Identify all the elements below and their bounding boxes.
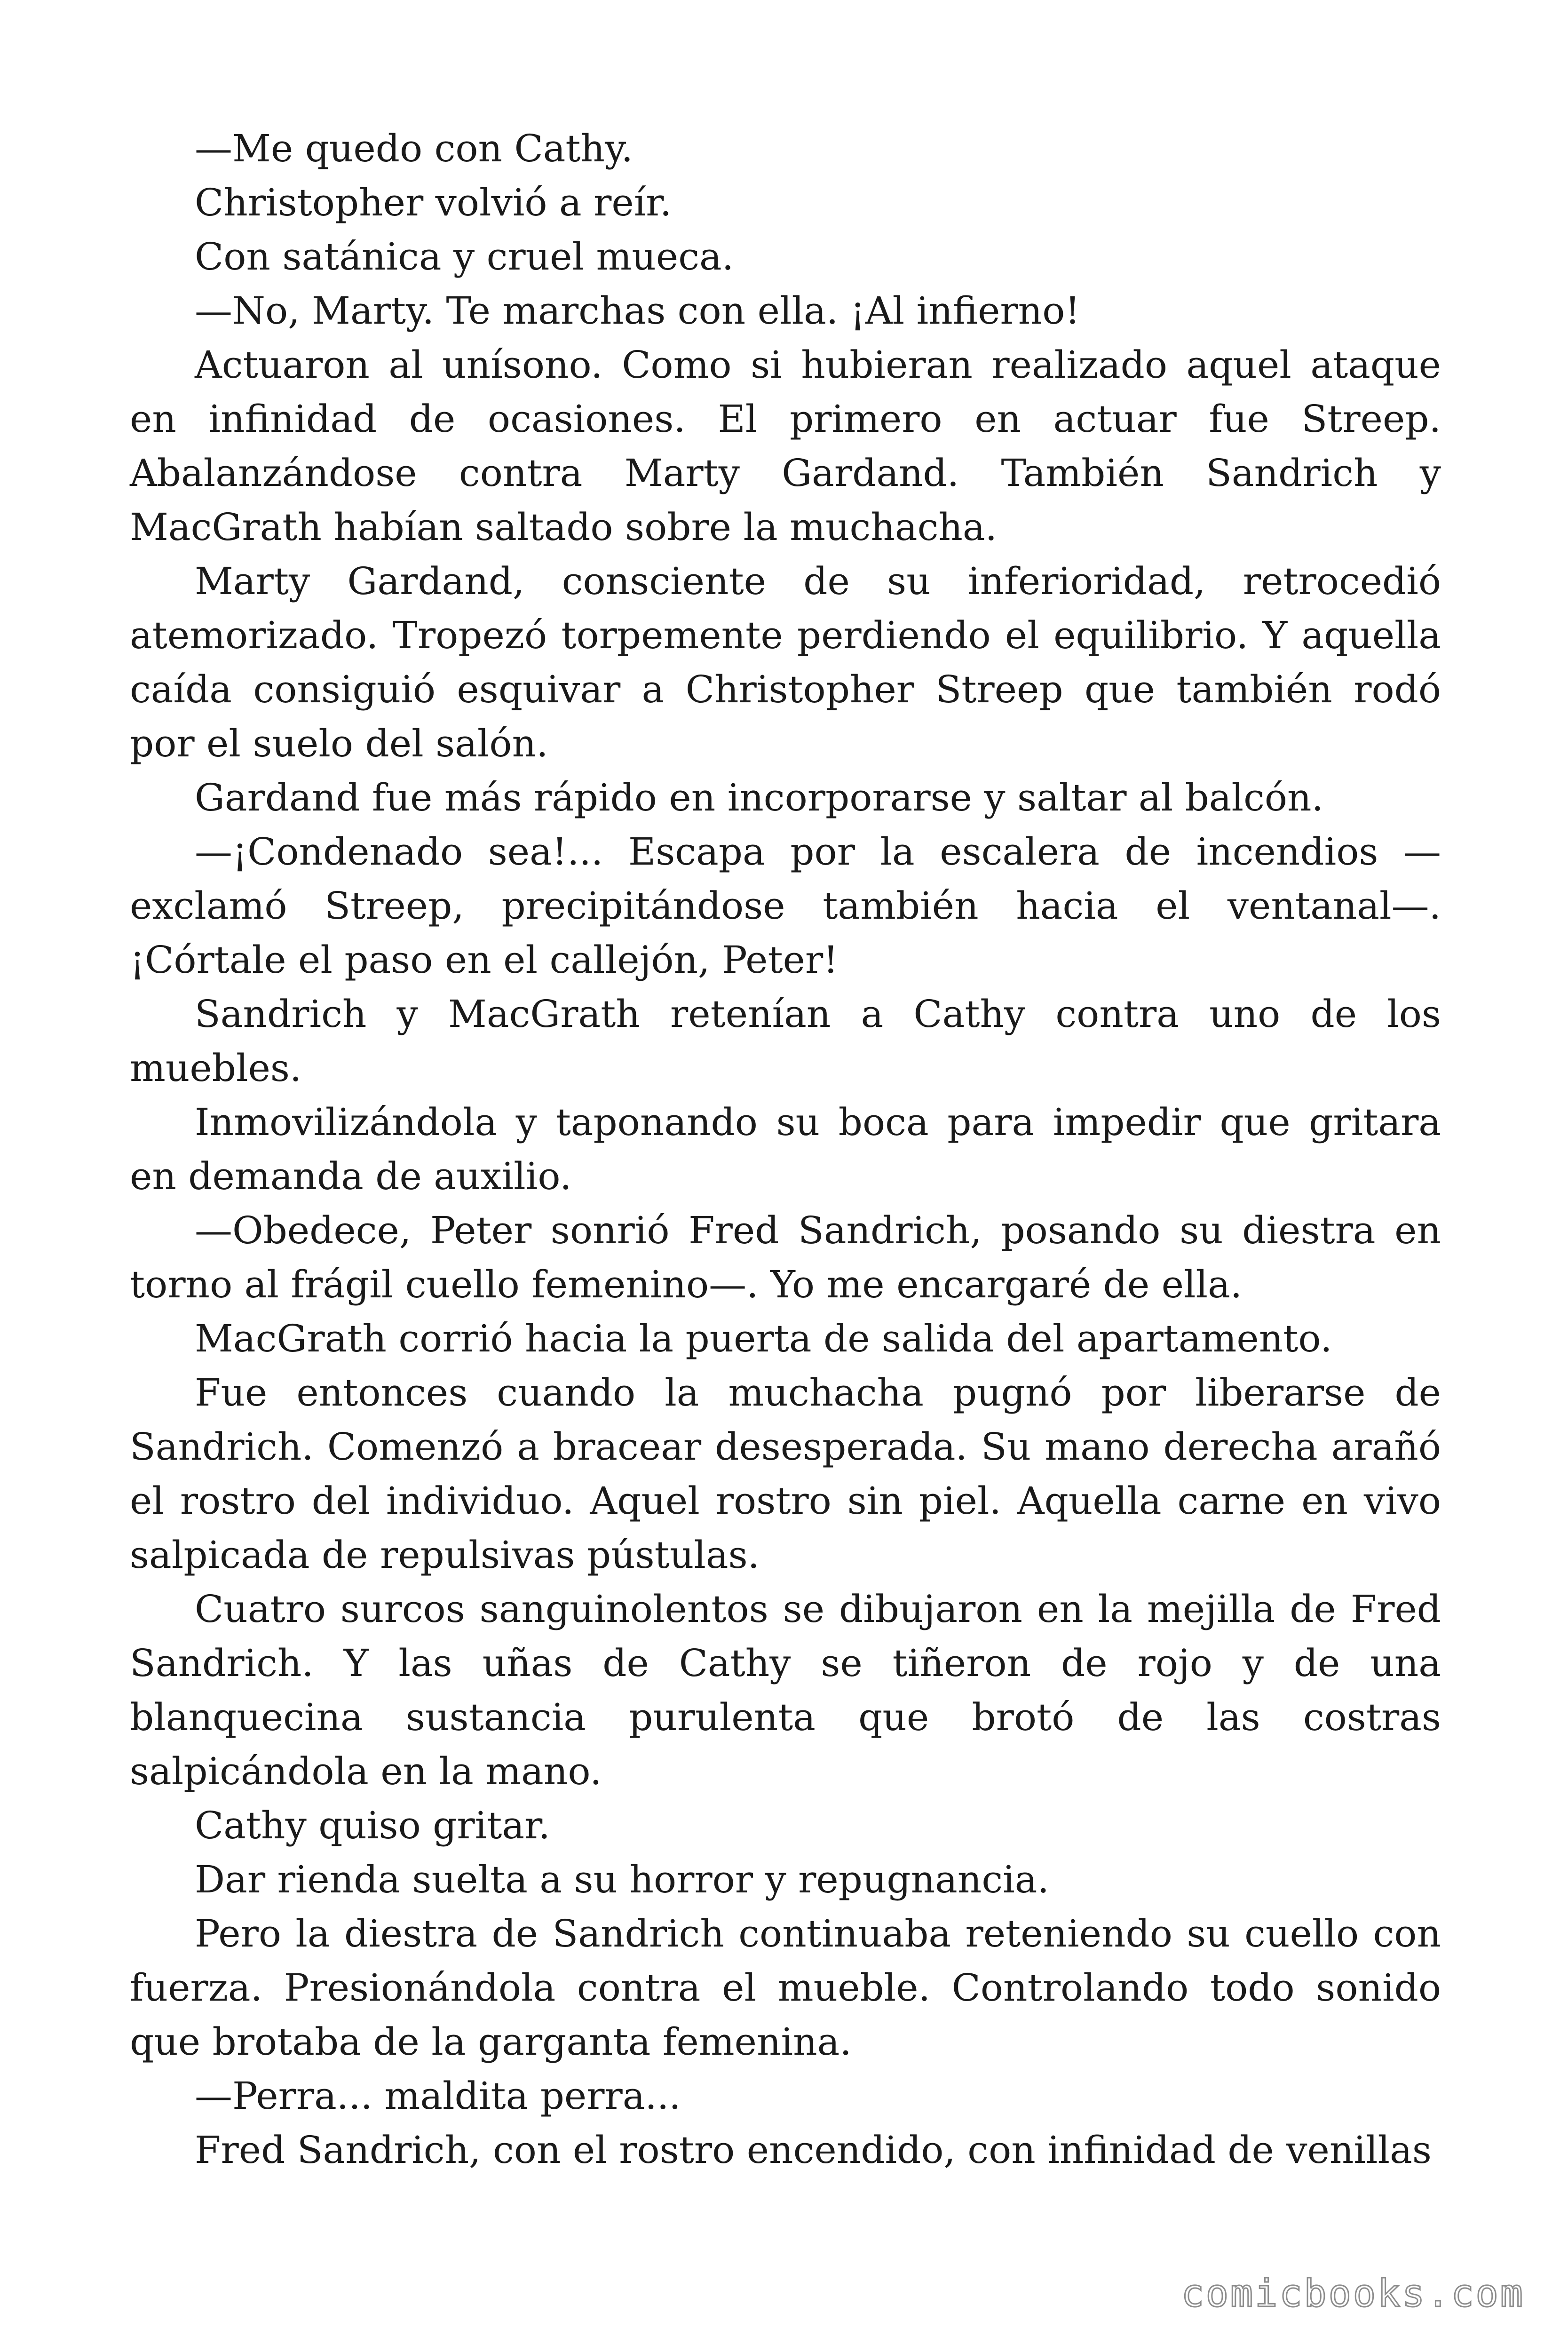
paragraph: —Me quedo con Cathy.: [195, 127, 634, 170]
paragraph: —Obedece, Peter sonrió Fred Sandrich, posando su diestra en torno al frágil cuello femenino—. Yo me encargaré de ella.: [130, 1208, 1441, 1306]
paragraph: MacGrath corrió hacia la puerta de salida del apartamento.: [195, 1317, 1332, 1360]
paragraph: Cuatro surcos sanguinolentos se dibujaron en la mejilla de Fred Sandrich. Y las uñas de Cathy se tiñeron de rojo y de una blanquecina sustancia purulenta que brotó de las costras salpicándola en la mano.: [130, 1587, 1441, 1793]
book-page: [130, 0, 1441, 2352]
paragraph: Marty Gardand, consciente de su inferioridad, retrocedió atemorizado. Tropezó torpemente perdiendo el equilibrio. Y aquella caída consiguió esquivar a Christopher Streep que también rodó por el suelo del salón.: [130, 559, 1441, 765]
paragraph: Fred Sandrich, con el rostro encendido, con infinidad de venillas: [195, 2128, 1432, 2172]
paragraph: Christopher volvió a reír.: [195, 181, 672, 224]
paragraph: —No, Marty. Te marchas con ella. ¡Al infierno!: [195, 289, 1080, 333]
paragraph: Con satánica y cruel mueca.: [195, 235, 734, 278]
paragraph: Fue entonces cuando la muchacha pugnó por liberarse de Sandrich. Comenzó a bracear desesperada. Su mano derecha arañó el rostro del individuo. Aquel rostro sin piel. Aquella carne en vivo salpicada de repulsivas pústulas.: [130, 1371, 1441, 1577]
paragraph: Actuaron al unísono. Como si hubieran realizado aquel ataque en infinidad de ocasiones. El primero en actuar fue Streep. Abalanzándose contra Marty Gardand. También Sandrich y MacGrath habían saltado sobre la muchacha.: [130, 343, 1441, 549]
paragraph: —Perra... maldita perra...: [195, 2074, 681, 2118]
paragraph: Dar rienda suelta a su horror y repugnancia.: [195, 1858, 1049, 1901]
paragraph: Gardand fue más rápido en incorporarse y saltar al balcón.: [195, 776, 1323, 819]
paragraph: Sandrich y MacGrath retenían a Cathy contra uno de los muebles.: [130, 992, 1441, 1090]
paragraph: Pero la diestra de Sandrich continuaba reteniendo su cuello con fuerza. Presionándola contra el mueble. Controlando todo sonido que brotaba de la garganta femenina.: [130, 1912, 1441, 2064]
paragraph: —¡Condenado sea!... Escapa por la escalera de incendios —exclamó Streep, precipitándose también hacia el ventanal—. ¡Córtale el paso en el callejón, Peter!: [130, 830, 1441, 982]
paragraph: Cathy quiso gritar.: [195, 1804, 550, 1847]
paragraph: Inmovilizándola y taponando su boca para impedir que gritara en demanda de auxilio.: [130, 1100, 1441, 1198]
watermark: comicbooks.com: [1181, 2272, 1525, 2315]
